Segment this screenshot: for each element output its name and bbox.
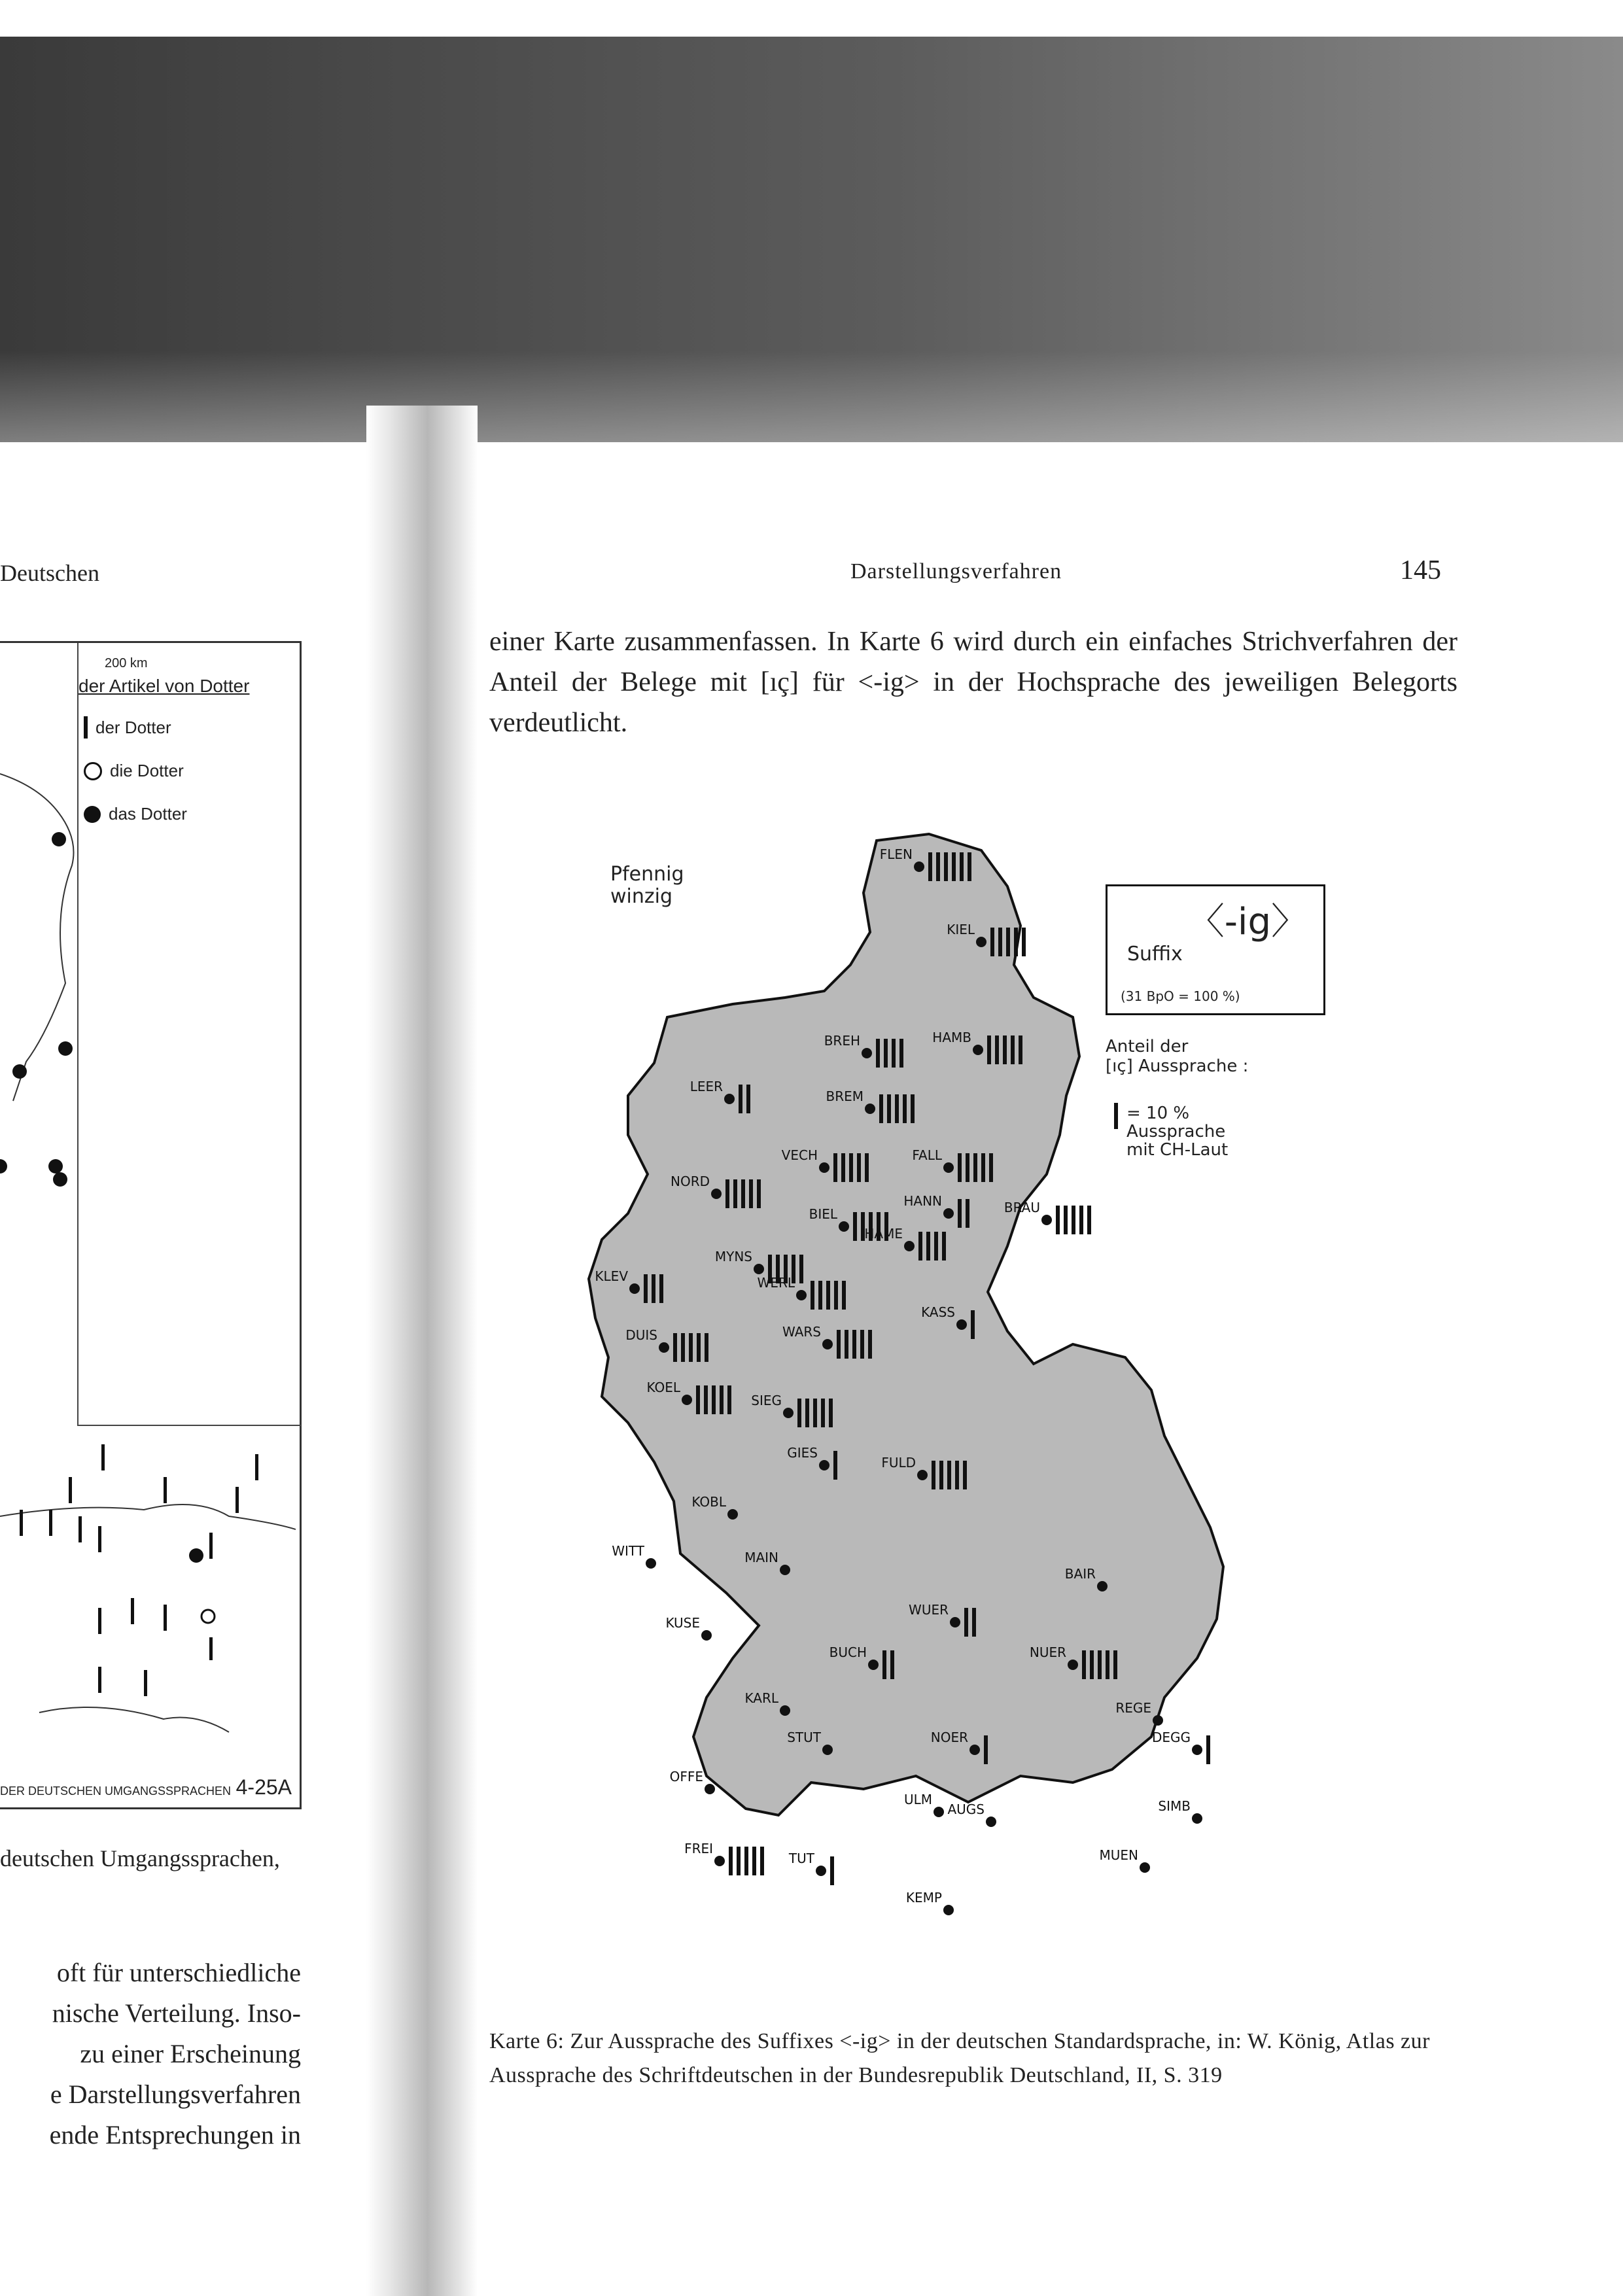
legend-label: die Dotter bbox=[110, 761, 184, 780]
city-label: WITT bbox=[612, 1543, 644, 1559]
ch-sound-bar bbox=[741, 1179, 745, 1208]
city-dot bbox=[816, 1866, 826, 1876]
ch-sound-bar bbox=[884, 1039, 888, 1068]
ch-sound-bar bbox=[757, 1179, 761, 1208]
ch-sound-bar bbox=[887, 1094, 891, 1123]
ch-sound-bar bbox=[737, 1847, 741, 1875]
ch-sound-bar bbox=[830, 1856, 834, 1885]
ch-sound-bar bbox=[1056, 1206, 1060, 1234]
city-dot bbox=[629, 1283, 640, 1294]
legend-text-line: Aussprache bbox=[1126, 1122, 1226, 1141]
bar-icon bbox=[84, 716, 88, 739]
city-dot bbox=[822, 1339, 833, 1349]
city-dot bbox=[956, 1319, 967, 1330]
body-line: nische Verteilung. Inso- bbox=[52, 1998, 301, 2028]
city-dot bbox=[839, 1221, 849, 1232]
ch-sound-bar bbox=[958, 1153, 962, 1182]
anteil-heading bbox=[1106, 1037, 1248, 1076]
city-label: DEGG bbox=[1151, 1730, 1191, 1745]
city-label: BREM bbox=[826, 1088, 864, 1104]
ch-sound-bar bbox=[899, 1039, 903, 1068]
legend-text-line: mit CH-Laut bbox=[1126, 1140, 1229, 1160]
city-dot bbox=[780, 1565, 790, 1575]
map-caption: Karte 6: Zur Aussprache des Suffixes <-ig> in der deutschen Standardsprache, in: W. König, Atlas zur Aussprache des Schriftdeutschen in der Bundesrepublik Deutschland, II, S. 319 bbox=[489, 2029, 1430, 2087]
ch-sound-bar bbox=[892, 1039, 896, 1068]
ch-sound-bar bbox=[868, 1330, 872, 1359]
city-label: SIEG bbox=[751, 1393, 782, 1408]
city-label: NOER bbox=[930, 1730, 968, 1745]
ch-sound-bar bbox=[876, 1039, 880, 1068]
city-dot bbox=[973, 1045, 983, 1055]
city-label: OFFE bbox=[669, 1769, 703, 1784]
left-running-header: Deutschen bbox=[0, 560, 99, 586]
left-map-lower bbox=[0, 1425, 296, 1765]
city-marker-simb bbox=[1158, 1798, 1202, 1824]
city-marker-kemp bbox=[906, 1890, 954, 1915]
ch-sound-bar bbox=[895, 1094, 899, 1123]
ch-sound-bar bbox=[1087, 1206, 1091, 1234]
city-marker-ulm bbox=[904, 1792, 944, 1817]
right-body-text: einer Karte zusammenfassen. In Karte 6 wird durch ein einfaches Strichverfahren der Anteil der Belege mit [ıç] für <-ig> in der Hochsprache des jeweiligen Belegorts verdeutlicht. bbox=[489, 627, 1457, 738]
ch-sound-bar bbox=[689, 1333, 693, 1362]
body-line: zu einer Erscheinung bbox=[80, 2039, 301, 2068]
city-label: REGE bbox=[1115, 1700, 1151, 1716]
ch-sound-bar bbox=[973, 1153, 977, 1182]
ch-sound-bar bbox=[1090, 1650, 1094, 1679]
ch-sound-bar bbox=[1019, 1035, 1022, 1064]
city-label: MUEN bbox=[1099, 1847, 1138, 1863]
ch-sound-bar bbox=[1082, 1650, 1086, 1679]
city-label: NUER bbox=[1029, 1644, 1066, 1660]
city-marker-augs bbox=[947, 1801, 996, 1827]
ch-sound-bar bbox=[752, 1847, 756, 1875]
city-marker-frei bbox=[684, 1841, 764, 1875]
ch-sound-bar bbox=[1098, 1650, 1102, 1679]
ch-sound-bar bbox=[644, 1274, 648, 1303]
city-dot bbox=[1097, 1581, 1108, 1592]
left-body-text bbox=[0, 1953, 301, 2155]
ch-sound-bar bbox=[964, 1608, 968, 1637]
city-dot bbox=[727, 1509, 738, 1520]
legend-item-die bbox=[84, 761, 184, 781]
ch-sound-bar bbox=[818, 1281, 822, 1310]
city-label: KLEV bbox=[595, 1268, 628, 1284]
city-label: WERL bbox=[757, 1275, 795, 1291]
ch-sound-bar bbox=[990, 928, 994, 956]
ch-sound-bar bbox=[760, 1847, 764, 1875]
city-label: HAME bbox=[864, 1226, 903, 1242]
ch-sound-bar bbox=[746, 1085, 750, 1113]
ch-sound-bar bbox=[834, 1281, 838, 1310]
city-dot bbox=[1041, 1215, 1052, 1225]
city-label: MYNS bbox=[714, 1249, 752, 1264]
city-dot bbox=[819, 1460, 829, 1470]
left-map-lines bbox=[0, 643, 77, 1425]
ch-sound-bar bbox=[1011, 1035, 1015, 1064]
city-dot bbox=[822, 1745, 833, 1755]
city-label: MAIN bbox=[744, 1550, 778, 1565]
city-label: ULM bbox=[903, 1792, 932, 1807]
example-word: Pfennig bbox=[610, 863, 684, 886]
city-label: WARS bbox=[782, 1324, 821, 1340]
city-label: BIEL bbox=[809, 1206, 837, 1222]
example-words bbox=[610, 863, 684, 908]
city-label: DUIS bbox=[625, 1327, 657, 1343]
ch-sound-bar bbox=[947, 1461, 951, 1489]
ch-sound-bar bbox=[963, 1461, 967, 1489]
city-dot bbox=[682, 1395, 692, 1405]
suffix-symbol: 〈-ig〉 bbox=[1187, 901, 1308, 943]
anteil-legend-text bbox=[1126, 1104, 1228, 1159]
ch-sound-bar bbox=[1022, 928, 1026, 956]
example-word: winzig bbox=[610, 885, 673, 908]
ch-sound-bar bbox=[995, 1035, 999, 1064]
city-label: LEER bbox=[689, 1079, 723, 1094]
city-label: BREH bbox=[824, 1033, 860, 1049]
city-dot bbox=[934, 1807, 944, 1817]
ch-sound-bar bbox=[958, 1199, 962, 1228]
ch-sound-bar bbox=[849, 1153, 853, 1182]
ch-sound-bar bbox=[960, 852, 964, 881]
city-label: NORD bbox=[671, 1174, 710, 1189]
city-dot bbox=[969, 1745, 980, 1755]
city-dot bbox=[917, 1470, 928, 1480]
city-dot bbox=[1192, 1813, 1202, 1824]
ch-sound-bar bbox=[681, 1333, 685, 1362]
ch-sound-bar bbox=[966, 1199, 969, 1228]
ch-sound-bar bbox=[697, 1333, 701, 1362]
city-dot bbox=[1068, 1660, 1078, 1670]
city-dot bbox=[714, 1856, 725, 1866]
ch-sound-bar bbox=[1206, 1735, 1210, 1764]
city-dot bbox=[943, 1162, 954, 1173]
city-dot bbox=[943, 1208, 954, 1219]
ch-sound-bar bbox=[981, 1153, 985, 1182]
ch-sound-bar bbox=[805, 1399, 809, 1427]
city-label: VECH bbox=[781, 1147, 818, 1163]
city-dot bbox=[819, 1162, 829, 1173]
city-label: KOEL bbox=[646, 1380, 680, 1395]
city-dot bbox=[868, 1660, 879, 1670]
ch-sound-bar bbox=[987, 1035, 991, 1064]
ch-sound-bar bbox=[744, 1847, 748, 1875]
city-label: KIEL bbox=[947, 922, 975, 937]
city-dot bbox=[754, 1264, 764, 1274]
city-dot bbox=[724, 1094, 735, 1104]
city-dot bbox=[705, 1784, 715, 1794]
city-label: WUER bbox=[909, 1602, 949, 1618]
ch-sound-bar bbox=[966, 1153, 969, 1182]
anteil-line: Anteil der bbox=[1106, 1037, 1189, 1056]
filled-circle-icon bbox=[84, 806, 101, 823]
ch-sound-bar bbox=[829, 1399, 833, 1427]
ch-sound-bar bbox=[799, 1255, 803, 1283]
city-dot bbox=[646, 1558, 656, 1569]
scale-bar-label: 200 km bbox=[105, 656, 148, 670]
city-marker-degg bbox=[1152, 1730, 1210, 1764]
city-label: KOBL bbox=[691, 1494, 726, 1510]
city-dot bbox=[865, 1104, 875, 1114]
ch-sound-bar bbox=[733, 1179, 737, 1208]
city-label: KARL bbox=[744, 1690, 778, 1706]
city-marker-kuse bbox=[665, 1615, 712, 1641]
ch-sound-bar bbox=[1003, 1035, 1007, 1064]
ch-sound-bar bbox=[813, 1399, 817, 1427]
ch-sound-bar bbox=[852, 1330, 856, 1359]
suffix-note: (31 BpO = 100 %) bbox=[1121, 988, 1240, 1004]
city-label: STUT bbox=[787, 1730, 821, 1745]
ch-sound-bar bbox=[865, 1153, 869, 1182]
anteil-line: [ıç] Aussprache : bbox=[1106, 1056, 1249, 1076]
book-gutter bbox=[366, 406, 478, 2296]
ch-sound-bar bbox=[833, 1153, 837, 1182]
city-marker-muen bbox=[1100, 1847, 1151, 1873]
ch-sound-bar bbox=[955, 1461, 959, 1489]
city-label: BRAU bbox=[1003, 1200, 1040, 1215]
ch-sound-bar bbox=[673, 1333, 677, 1362]
legend-item-der bbox=[84, 716, 171, 739]
city-label: TUT bbox=[788, 1851, 814, 1866]
city-label: KUSE bbox=[665, 1615, 700, 1631]
city-label: FULD bbox=[881, 1455, 916, 1470]
ch-sound-bar bbox=[720, 1385, 724, 1414]
city-dot bbox=[1140, 1862, 1150, 1873]
ch-sound-bar bbox=[972, 1608, 976, 1637]
city-dot bbox=[1192, 1745, 1202, 1755]
city-dot bbox=[796, 1290, 807, 1300]
legend-item-das bbox=[84, 804, 187, 824]
ch-sound-bar bbox=[811, 1281, 814, 1310]
ch-sound-bar bbox=[944, 852, 948, 881]
ch-sound-bar bbox=[984, 1735, 988, 1764]
body-line: e Darstellungsverfahren bbox=[50, 2079, 301, 2109]
city-label: HAMB bbox=[932, 1030, 971, 1045]
ch-sound-bar bbox=[928, 852, 932, 881]
ch-sound-bar bbox=[952, 852, 956, 881]
city-dot bbox=[950, 1617, 960, 1627]
ch-sound-bar bbox=[998, 928, 1002, 956]
ch-sound-bar bbox=[652, 1274, 655, 1303]
ch-sound-bar bbox=[971, 1310, 975, 1339]
ch-sound-bar bbox=[1106, 1650, 1109, 1679]
ch-sound-bar bbox=[712, 1385, 716, 1414]
ch-sound-bar bbox=[821, 1399, 825, 1427]
ch-sound-bar bbox=[1014, 928, 1018, 956]
ch-sound-bar bbox=[939, 1461, 943, 1489]
city-dot bbox=[862, 1048, 872, 1058]
ch-sound-bar bbox=[890, 1650, 894, 1679]
city-dot bbox=[986, 1817, 996, 1827]
city-label: GIES bbox=[787, 1445, 818, 1461]
ch-sound-bar bbox=[749, 1179, 753, 1208]
ch-sound-bar bbox=[860, 1330, 864, 1359]
city-dot bbox=[1153, 1715, 1163, 1726]
left-map-figure bbox=[0, 641, 302, 1809]
ch-sound-bar bbox=[857, 1153, 861, 1182]
ch-sound-bar bbox=[739, 1085, 742, 1113]
ch-sound-bar bbox=[911, 1094, 915, 1123]
city-label: HANN bbox=[903, 1193, 942, 1209]
ch-sound-bar bbox=[659, 1274, 663, 1303]
suffix-label: Suffix bbox=[1127, 943, 1183, 965]
city-dot bbox=[904, 1241, 915, 1251]
legend-text-line: = 10 % bbox=[1126, 1104, 1190, 1123]
city-label: KEMP bbox=[905, 1890, 942, 1905]
scan-shadow-band bbox=[0, 37, 1623, 442]
suffix-legend-box bbox=[1106, 884, 1325, 1015]
city-dot bbox=[711, 1189, 722, 1199]
ch-sound-bar bbox=[705, 1333, 708, 1362]
city-label: FLEN bbox=[879, 846, 913, 862]
legend-title: der Artikel von Dotter bbox=[79, 676, 250, 696]
bar-icon bbox=[1114, 1103, 1118, 1129]
city-label: BUCH bbox=[829, 1644, 867, 1660]
ch-sound-bar bbox=[926, 1232, 930, 1261]
ch-sound-bar bbox=[1006, 928, 1010, 956]
city-dot bbox=[943, 1905, 954, 1915]
city-dot bbox=[701, 1630, 712, 1641]
city-marker-witt bbox=[612, 1543, 656, 1569]
city-label: KASS bbox=[921, 1304, 955, 1320]
city-label: FREI bbox=[684, 1841, 713, 1856]
legend-label: das Dotter bbox=[109, 804, 187, 824]
ch-sound-bar bbox=[853, 1212, 857, 1241]
ch-sound-bar bbox=[727, 1385, 731, 1414]
ch-sound-bar bbox=[968, 852, 971, 881]
ch-sound-bar bbox=[936, 852, 940, 881]
city-label: AUGS bbox=[947, 1801, 985, 1817]
ch-sound-bar bbox=[841, 1153, 845, 1182]
legend-box bbox=[77, 643, 301, 1426]
city-marker-tut bbox=[788, 1851, 834, 1885]
city-dot bbox=[783, 1408, 794, 1418]
page-number: 145 bbox=[1400, 555, 1441, 585]
ch-sound-bar bbox=[704, 1385, 708, 1414]
ch-sound-bar bbox=[1079, 1206, 1083, 1234]
ch-sound-bar bbox=[845, 1330, 848, 1359]
city-label: SIMB bbox=[1158, 1798, 1191, 1814]
ch-sound-bar bbox=[1113, 1650, 1117, 1679]
left-figure-footer bbox=[0, 1775, 296, 1799]
ch-sound-bar bbox=[934, 1232, 938, 1261]
city-label: FALL bbox=[912, 1147, 942, 1163]
ch-sound-bar bbox=[903, 1094, 907, 1123]
footer-text: DER DEUTSCHEN UMGANGSSPRACHEN bbox=[0, 1784, 232, 1798]
ch-sound-bar bbox=[1072, 1206, 1075, 1234]
ch-sound-bar bbox=[882, 1650, 886, 1679]
right-running-header: Darstellungsverfahren bbox=[850, 559, 1062, 583]
city-dot bbox=[780, 1705, 790, 1716]
city-dot bbox=[659, 1342, 669, 1353]
legend-label: der Dotter bbox=[96, 717, 171, 737]
ch-sound-bar bbox=[989, 1153, 993, 1182]
ch-sound-bar bbox=[842, 1281, 846, 1310]
ch-sound-bar bbox=[826, 1281, 830, 1310]
ch-sound-bar bbox=[797, 1399, 801, 1427]
ch-sound-bar bbox=[932, 1461, 935, 1489]
ch-sound-bar bbox=[725, 1179, 729, 1208]
ch-sound-bar bbox=[837, 1330, 841, 1359]
ch-sound-bar bbox=[729, 1847, 733, 1875]
left-caption-fragment: deutschen Umgangssprachen, bbox=[0, 1845, 280, 1871]
ch-sound-bar bbox=[879, 1094, 883, 1123]
ch-sound-bar bbox=[833, 1451, 837, 1480]
figure-code: 4-25A bbox=[236, 1775, 292, 1799]
body-line: oft für unterschiedliche bbox=[56, 1958, 301, 1987]
city-label: BAIR bbox=[1064, 1566, 1096, 1582]
body-line: ende Entsprechungen in bbox=[49, 2120, 301, 2149]
city-dot bbox=[976, 937, 986, 947]
city-dot bbox=[914, 861, 924, 872]
ch-sound-bar bbox=[942, 1232, 946, 1261]
ch-sound-bar bbox=[918, 1232, 922, 1261]
open-circle-icon bbox=[84, 762, 102, 780]
ch-sound-bar bbox=[1064, 1206, 1068, 1234]
ch-sound-bar bbox=[696, 1385, 700, 1414]
